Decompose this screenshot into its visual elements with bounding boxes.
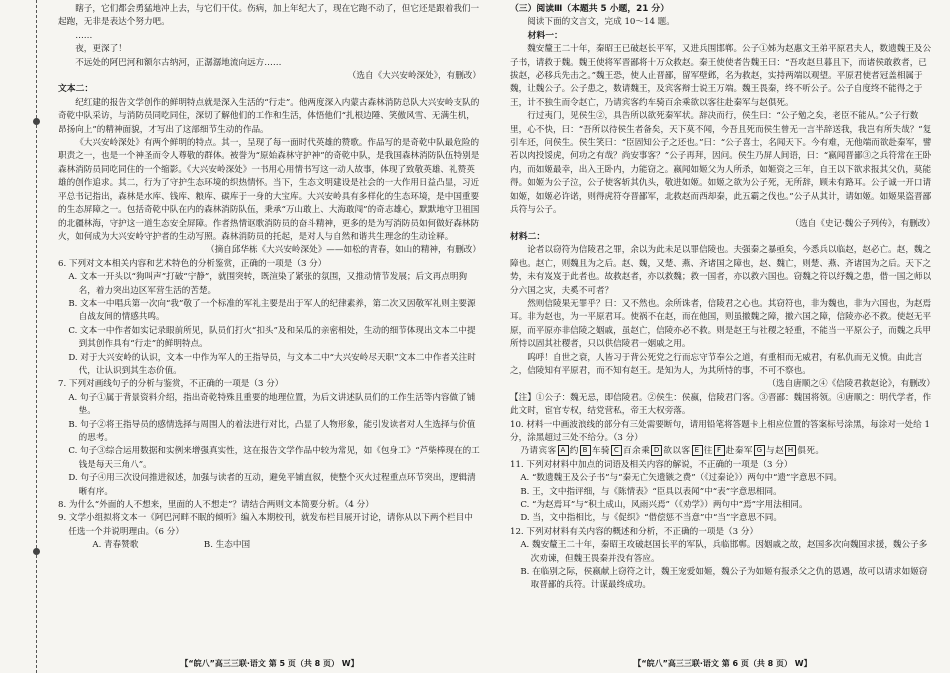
binding-line (36, 0, 38, 673)
q10-part: 秦军 (734, 446, 754, 457)
question-8: 8. 为什么“外面的人不想来，里面的人不想走”？请结合两则文本简要分析。（4 分） (58, 500, 374, 511)
source-note: （选自《大兴安岭深处》，有删改） (347, 71, 481, 82)
option: D. 句子④用三次设问推进叙述，加强与读者的互动，避免平铺直叙，使整个灭火过程重点环节突出，逻辑清晰有序。 (68, 473, 476, 497)
q10-box-e[interactable]: E (692, 445, 703, 456)
question-11: 11. 下列对材料中加点的词语及相关内容的解说，不正确的一项是（3 分） (510, 459, 793, 470)
q10-part: 乃请宾客 (520, 446, 557, 457)
section-title: （三）阅读Ⅲ（本题共 5 小题，21 分） (510, 4, 670, 14)
column-options (58, 539, 481, 552)
option: A. “数遗魏王及公子书”与“秦无亡矢遗镞之费”（《过秦论》）两句中“遗”字意思不同。 (520, 473, 842, 484)
material-1-title: 材料一： (527, 30, 563, 41)
q10-box-b[interactable]: B (580, 445, 591, 456)
material-2-title: 材料二： (510, 231, 546, 242)
material-1-paragraph: 魏安釐王二十年，秦昭王已破赵长平军，又进兵围邯郸。公子①姊为赵惠文王弟平原君夫人，数遗魏王及公子书，请救于魏。魏王使将军晋鄙将十万众救赵。秦王使使者告魏王曰：“吾攻赵旦暮且下，而诸侯敢救者，已拔赵，必移兵先击之。”魏王恐，使人止晋鄙，留军壁邺，名为救赵，实持两端以观望。平原君使者冠盖相属于魏，让魏公子。公子患之，数请魏王，及宾客辩士说王万端。魏王畏秦，终不听公子。公子自度终不能得之于王，计不独生而令赵亡，乃请宾客约车骑百余乘欲以客往赴秦军与赵俱死。 (510, 44, 932, 108)
question-6: 6. 下列对文本相关内容和艺术特色的分析鉴赏，正确的一项是（3 分） (58, 258, 327, 269)
q10-part: 车骑 (591, 446, 611, 457)
q10-box-h[interactable]: H (785, 445, 796, 456)
q10-box-d[interactable]: D (651, 445, 662, 456)
intro-line: 夜，更深了！ (75, 44, 127, 55)
material-2-paragraph: 然则信陵果无罪乎？曰：又不然也。余所诛者，信陵君之心也。其窃符也，非为魏也，非为六国也，为赵焉耳。非为赵也，为一平原君耳。使祸不在赵，而在他国，则虽撤魏之障，撤六国之障，信陵亦必不救。使赵无平原，而平原亦非信陵之姻戚，虽赵亡，信陵亦必不救。则是赵王与社稷之轻重，不能当一平原公子，而魏之兵甲所恃以固其社稷者，只以供信陵君一姻戚之用。 (510, 298, 932, 350)
question-7: 7. 下列对画线句子的分析与鉴赏，不正确的一项是（3 分） (58, 379, 284, 390)
text2-paragraph: 纪红建的报告文学创作的鲜明特点就是深入生活的“行走”。他两度深入内蒙古森林消防总队大兴安岭支队的奇乾中队采访，与消防员同吃同住，深切了解他们的工作和生活，体悟他们“扎根边陲、笑傲风雪、无满生机，昂扬向上”的精神面貌，才写出了这部细节生动的作品。 (58, 97, 480, 135)
intro-line: 不远处的阿巴河和额尔古纳河，正潺潺地流向远方…… (75, 57, 282, 68)
intro-paragraph: 瞎子，它们都会勇猛地冲上去，与它们干仗。伤病，加上年纪大了，现在它跑不动了，但它还是跟着我们一起跑，无非是表达个努力吧。 (58, 4, 480, 28)
q10-part: 欲以客 (663, 446, 691, 457)
q10-part: 与赵 (766, 446, 785, 457)
q10-part: 约 (569, 446, 579, 457)
material-2-paragraph: 论者以窃符为信陵君之罪，余以为此未足以罪信陵也。夫强秦之暴亟矣，今悉兵以临赵，赵必亡。赵，魏之障也。赵亡，则魏且为之后。赵、魏，又楚、燕、齐诸国之障也，赵、魏亡，则楚、燕、齐诸国为之后。天下之势，未有岌岌于此者也。故救赵者，亦以救魏；救一国者，亦以救六国也。窃魏之符以纾魏之患，借一国之师以分六国之灾，夫奚不可者？ (510, 245, 932, 296)
column-option-b: B. 生态中国 (203, 540, 251, 551)
q10-part: 赴 (725, 446, 735, 457)
option: C. 句子③综合运用数据和实例来增强真实性，这在报告文学作品中较为常见，如《包身工》“芦柴棒现在的工钱是每天三角八”。 (68, 446, 480, 470)
option: A. 文本一开头以“狗叫声”打破“宁静”，就围突转，既渲染了紧张的氛围，又推动情节发展；后文再点明狗名，着力突出边区军营生活的苦楚。 (68, 272, 468, 296)
question-9: 9. 文学小组拟将文本一《阿巴河畔不眠的倾听》编入本期校刊，就发布栏目展开讨论，请你从以下两个栏目中任选一个并说明理由。（6 分） (58, 513, 473, 537)
column-option-a: A. 青春赞歌 (92, 540, 139, 551)
page-footer: 【“皖八”高三三联·语文 第 5 页（共 8 页） W】 (180, 659, 359, 668)
q10-box-f[interactable]: F (714, 445, 725, 456)
page-footer: 【“皖八”高三三联·语文 第 6 页（共 8 页） W】 (633, 659, 812, 668)
page-5 (58, 0, 481, 673)
q10-part: 往 (703, 446, 713, 457)
option: B. 在临别之际，侯嬴献上窃符之计，魏王宠爱如姬，魏公子为如姬有报杀父之仇的恩遇，故可以请求如姬窃取晋鄙的兵符。计谋最终成功。 (520, 567, 928, 591)
question-12: 12. 下列对材料有关内容的概述和分析，不正确的一项是（3 分） (510, 526, 759, 537)
option: C. 文本一中作者如实记录眼前所见，队员们打火“扣头”及和呆瓜的亲密相处，生动的细节体现出文本二中提到其创作具有“行走”的鲜明特点。 (68, 325, 476, 350)
text2-title: 文本二： (58, 84, 94, 95)
option: D. 当，文中指相比，与《促织》“借偿惩不当意”中“当”字意思不同。 (520, 513, 782, 524)
text2-paragraph: 《大兴安岭深处》有两个鲜明的特点。其一，呈现了每一面时代英雄的赞歌。作品写的是奇乾中队最危险的职责之一，也是一个神圣而令人尊敬的群体。被誉为“原始森林守护神”的奇乾中队，是我国森林消防队伍特别是森林消防员同吃同住的一个缩影。《大兴安岭深处》一书用心用情书写这一动人故事，体现了致敬英雄、礼赞英雄的创作追求。其二，行为了守护生态环境的织热情怀。当下，生态文明建设是社会的一大作用日益凸显，习近平总书记指出，森林是水库、钱库、粮库、碳库于一身的大宝库。大兴安岭具有多样化的生态环境，是中国重要的生态屏障之一。包括奇乾中队在内的森林消防队伍，秉承“万山敢上、大海敢闯”的奇志雄心，默默地守卫祖国的北疆林海，守护这一道生态安全屏障。作者热情讴歌消防员的奋斗精神，更多的是为写消防员如何做好森林防火，如何成为大兴安岭守护者的生动写照。森林消防员的托起，是对人与自然和谐共生理念的生动诠释。 (58, 138, 480, 242)
q10-part: 俱死。 (797, 446, 825, 457)
question-10: 10. 材料一中画波浪线的部分有三处需要断句，请用铅笔将答题卡上相应位置的答案标号涂黑，每涂对一处给 1 分，涂黑超过三处不给分。（3 分） (510, 419, 930, 443)
option: B. 句子②将王指导员的感情选择与周围人的着法进行对比，凸显了人物形象，能引发读者对人生选择与价值的思考。 (68, 419, 476, 443)
ellipsis: …… (75, 30, 93, 41)
page-6 (510, 0, 935, 673)
q10-part: 百余乘 (623, 446, 651, 457)
material-1-paragraph: 行过夷门，见侯生②，具告所以欲死秦军状。辞决而行，侯生曰：“公子勉之矣，老臣不能从。”公子行数里，心不快，曰：“吾所以待侯生者备矣，天下莫不闻，今吾且死而侯生曾无一言半辞送我，我岂有所失哉？”复引车还，问侯生。侯生笑曰：“臣固知公子之还也。”曰：“公子喜士，名闻天下。今有难，无他端而欲赴秦军，譬若以肉投馁虎，何功之有哉？尚安事客？”公子再拜，因问。侯生乃屏人间语，曰：“嬴闻晋鄙③之兵符常在王卧内，而如姬最幸，出入王卧内，力能窃之。嬴闻如姬父为人所杀，如姬资之三年，自王以下欲求报其父仇，莫能得。如姬为公子泣，公子使客斩其仇头，敬进如姬。如姬之欲为公子死，无所辞，顾未有路耳。公子诚一开口请如姬，如姬必许诺，则得虎符夺晋鄙军，北救赵而西却秦，此五霸之伐也。”公子从其计，请如姬。如姬果盗晋鄙兵符与公子。 (510, 111, 932, 216)
option: C. “为赵焉耳”与“积土成山，风雨兴焉”（《劝学》）两句中“焉”字用法相同。 (520, 500, 808, 511)
option: D. 对于大兴安岭的认识，文本一中作为军人的王指导员，与文本二中“大兴安岭尽天职”文本二中作者关注时代，让认识到其生态价值。 (68, 352, 476, 376)
q10-sentence (510, 445, 935, 458)
binding-hole (33, 548, 40, 555)
material-2-paragraph: 呜呼！自世之衰，人皆习于背公死党之行而忘守节奉公之道，有重相而无威君，有私仇而无义愤。由此言之，信陵知有平原君，而不知有赵王。是知为人，为其所恃的事，不可不察也。 (510, 352, 923, 376)
q10-box-g[interactable]: G (754, 445, 765, 456)
annotations: 【注】①公子：魏无忌，即信陵君。②侯生：侯嬴，信陵君门客。③晋鄙：魏国将领。④唐顺之：明代学者，作此文时，宦官专权，结党营私，帝王大权旁落。 (510, 392, 932, 417)
option: A. 魏安釐王二十年，秦昭王攻破赵国长平的军队，兵临邯郸。因姻戚之故，赵国多次向魏国求援，魏公子多次劝谏，但魏王畏秦并没有答应。 (520, 540, 928, 564)
option: B. 王，文中指评细，与《陈情表》“臣具以表闻”中“表”字意思相同。 (520, 486, 782, 497)
source-note: （选自《史记·魏公子列传》，有删改） (790, 218, 935, 229)
option: B. 文本一中唱兵第一次向“我”敬了一个标准的军礼主要是出于军人的纪律素养，第二次又因敬军礼则主要源自战友间的情感共鸣。 (68, 298, 476, 323)
instruction: 阅读下面的文言文，完成 10～14 题。 (527, 17, 675, 28)
q10-box-a[interactable]: A (558, 445, 569, 456)
binding-hole (33, 118, 40, 125)
option: A. 句子①属于背景资料介绍，指出奇乾特殊且重要的地理位置，为后文讲述队员们的工作生活等内容做了铺垫。 (68, 392, 476, 417)
source-note: （摘自邱华栋《大兴安岭深处》——如松的青春，如山的精神，有删改） (205, 245, 481, 256)
source-note: （选自唐顺之④《信陵君救赵论》，有删改） (767, 379, 935, 390)
q10-box-c[interactable]: C (611, 445, 622, 456)
